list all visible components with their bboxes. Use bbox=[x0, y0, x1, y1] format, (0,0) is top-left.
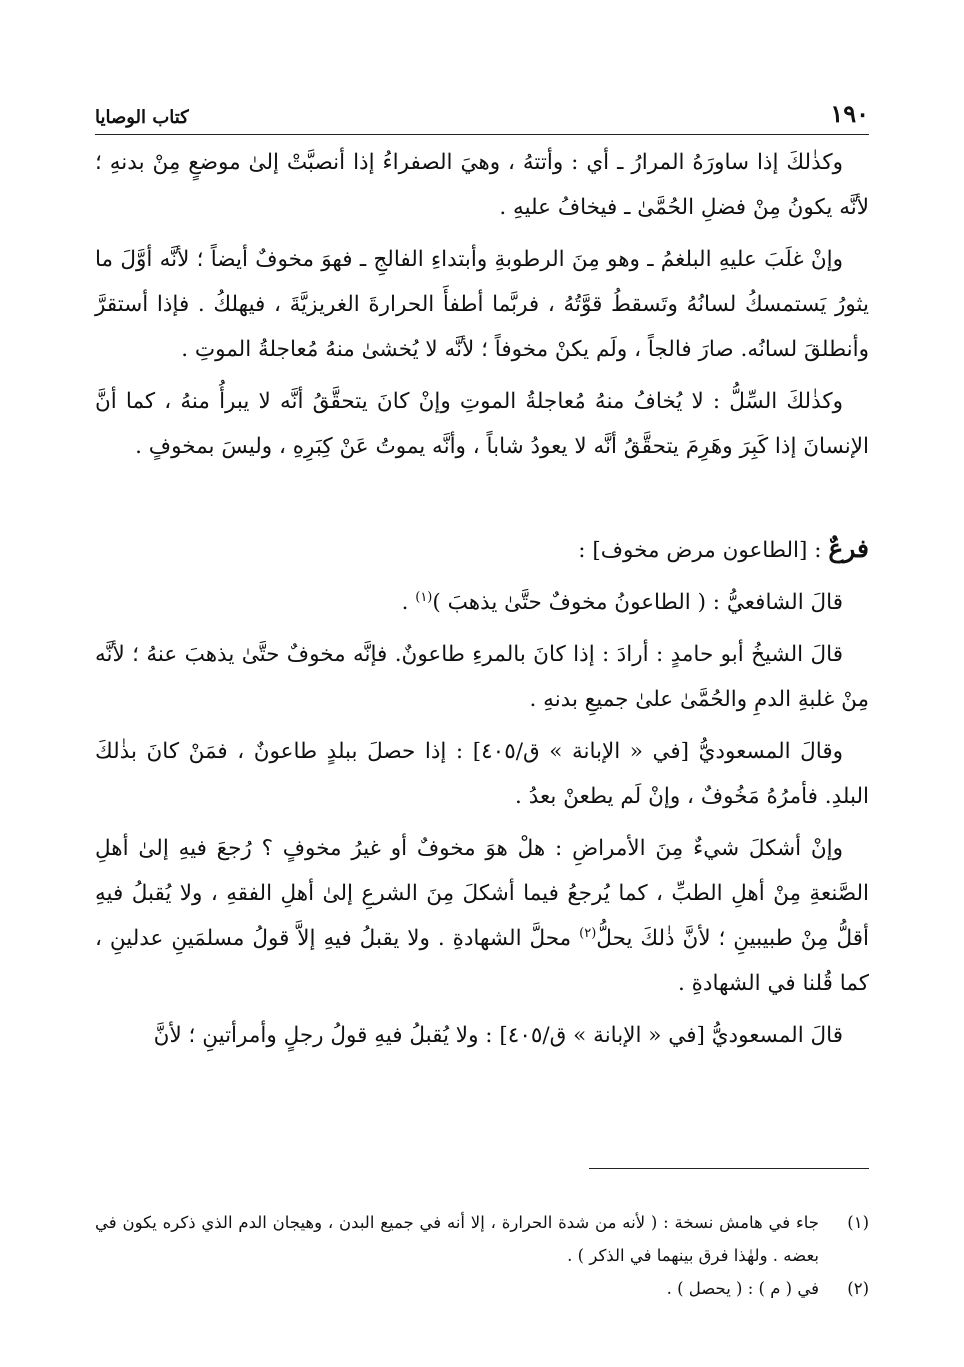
page-number: ١٩٠ bbox=[830, 99, 869, 128]
paragraph-abu-hamid: قالَ الشيخُ أبو حامدٍ : أرادَ : إذا كانَ بالمرءِ طاعونٌ. فإنَّه مخوفٌ حتَّىٰ يذهبَ عنهُ ؛ لأنَّه مِنْ غلبةِ الدمِ والحُمَّىٰ علىٰ جميعِ بدنهِ . bbox=[95, 642, 869, 712]
footnote-2 bbox=[95, 1272, 869, 1305]
paragraph-consumption: وكذٰلكَ السِّلُّ : لا يُخافُ منهُ مُعاجلةُ الموتِ وإنْ كانَ يتحقَّقُ أنَّه لا يبرأُ منهُ ، كما أنَّ الإنسانَ إذا كَبِرَ وهَرِمَ يتحقَّقُ أنَّه لا يعودُ شاباً ، وأنَّه يموتُ عَنْ كِبَرِهِ ، وليسَ بمخوفٍ . bbox=[95, 389, 869, 459]
footnote-text: جاء في هامش نسخة : ( لأنه من شدة الحرارة ، إلا أنه في جميع البدن ، وهيجان الدم الذي ذكره يكون في بعضه . ولهٰذا فرق بينهما في الذكر ) . bbox=[95, 1213, 819, 1265]
paragraph-masudi-2: قالَ المسعوديُّ [في « الإبانة » ق/٤٠٥] : ولا يُقبلُ فيهِ قولُ رجلٍ وأمرأتينِ ؛ لأنَّ bbox=[153, 1023, 843, 1048]
shafii-end: . bbox=[401, 590, 416, 615]
section-lead: فرعٌ bbox=[828, 534, 869, 563]
paragraph-shafii bbox=[95, 580, 869, 625]
footnote-number: (١) bbox=[847, 1213, 869, 1232]
footnote-number: (٢) bbox=[847, 1279, 869, 1298]
footnote-text: في ( م ) : ( يحصل ) . bbox=[666, 1279, 819, 1298]
footnote-1 bbox=[95, 1206, 869, 1272]
section-heading bbox=[95, 526, 869, 573]
page-header bbox=[95, 88, 869, 135]
doubtful-text-a: وإنْ أشكلَ شيءٌ مِنَ الأمراضِ : هلْ هوَ مخوفٌ أو غيرُ مخوفٍ ؟ رُجعَ فيهِ إلىٰ أهلِ الصَّنعةِ مِنْ أهلِ الطبِّ ، كما يُرجعُ فيما أشكلَ مِنَ الشرعِ إلىٰ أهلِ الفقهِ ، ولا يُقبلُ فيهِ أقلُّ مِنْ طبيبينِ ؛ لأنَّ ذٰلكَ يحلُّ bbox=[95, 836, 869, 951]
paragraph-masudi-1: وقالَ المسعوديُّ [في « الإبانة » ق/٤٠٥] : إذا حصلَ ببلدٍ طاعونٌ ، فمَنْ كانَ بذٰلكَ البلدِ. فأمرُهُ مَخُوفٌ ، وإنْ لَم يطعنْ بعدُ . bbox=[95, 739, 869, 809]
footnotes bbox=[95, 1206, 869, 1305]
paragraph-phlegm: وإنْ غلَبَ عليهِ البلغمُ ـ وهو مِنَ الرطوبةِ وأبتداءِ الفالجِ ـ فهوَ مخوفٌ أيضاً ؛ لأنَّه أوَّلَ ما يثورُ يَستمسكُ لسانُهُ وتَسقطُ قوَّتُهُ ، فربَّما أطفأَ الحرارةَ الغريزيَّةَ ، فيهلكُ . فإذا أستقرَّ وأنطلقَ لسانُه. صارَ فالجاً ، ولَم يكنْ مخوفاً ؛ لأنَّه لا يُخشىٰ منهُ مُعاجلةُ الموتِ . bbox=[95, 247, 869, 362]
doubtful-text-b: محلَّ الشهادةِ . ولا يقبلُ فيهِ إلاَّ قولُ مسلمَينِ عدلينِ ، كما قُلنا في الشهادةِ . bbox=[95, 926, 869, 996]
section-spacer bbox=[95, 476, 869, 526]
shafii-text: قالَ الشافعيُّ : ( الطاعونُ مخوفٌ حتَّىٰ يذهبَ ) bbox=[432, 590, 843, 615]
paragraph-doubtful-disease bbox=[95, 826, 869, 1006]
footnote-ref-2: (٢) bbox=[579, 925, 597, 941]
running-title: كتاب الوصايا bbox=[95, 107, 189, 128]
footnote-ref-1: (١) bbox=[415, 589, 433, 605]
paragraph-bile: وكذٰلكَ إذا ساورَهُ المرارُ ـ أي : وأتتهُ ، وهيَ الصفراءُ إذا أنصبَّتْ إلىٰ موضعٍ مِنْ بدنهِ ؛ لأنَّه يكونُ مِنْ فضلِ الحُمَّىٰ ـ فيخافُ عليهِ . bbox=[95, 150, 869, 220]
footnote-divider bbox=[589, 1168, 869, 1169]
main-text bbox=[95, 140, 869, 1065]
section-title: : [الطاعون مرض مخوف] : bbox=[578, 538, 822, 563]
